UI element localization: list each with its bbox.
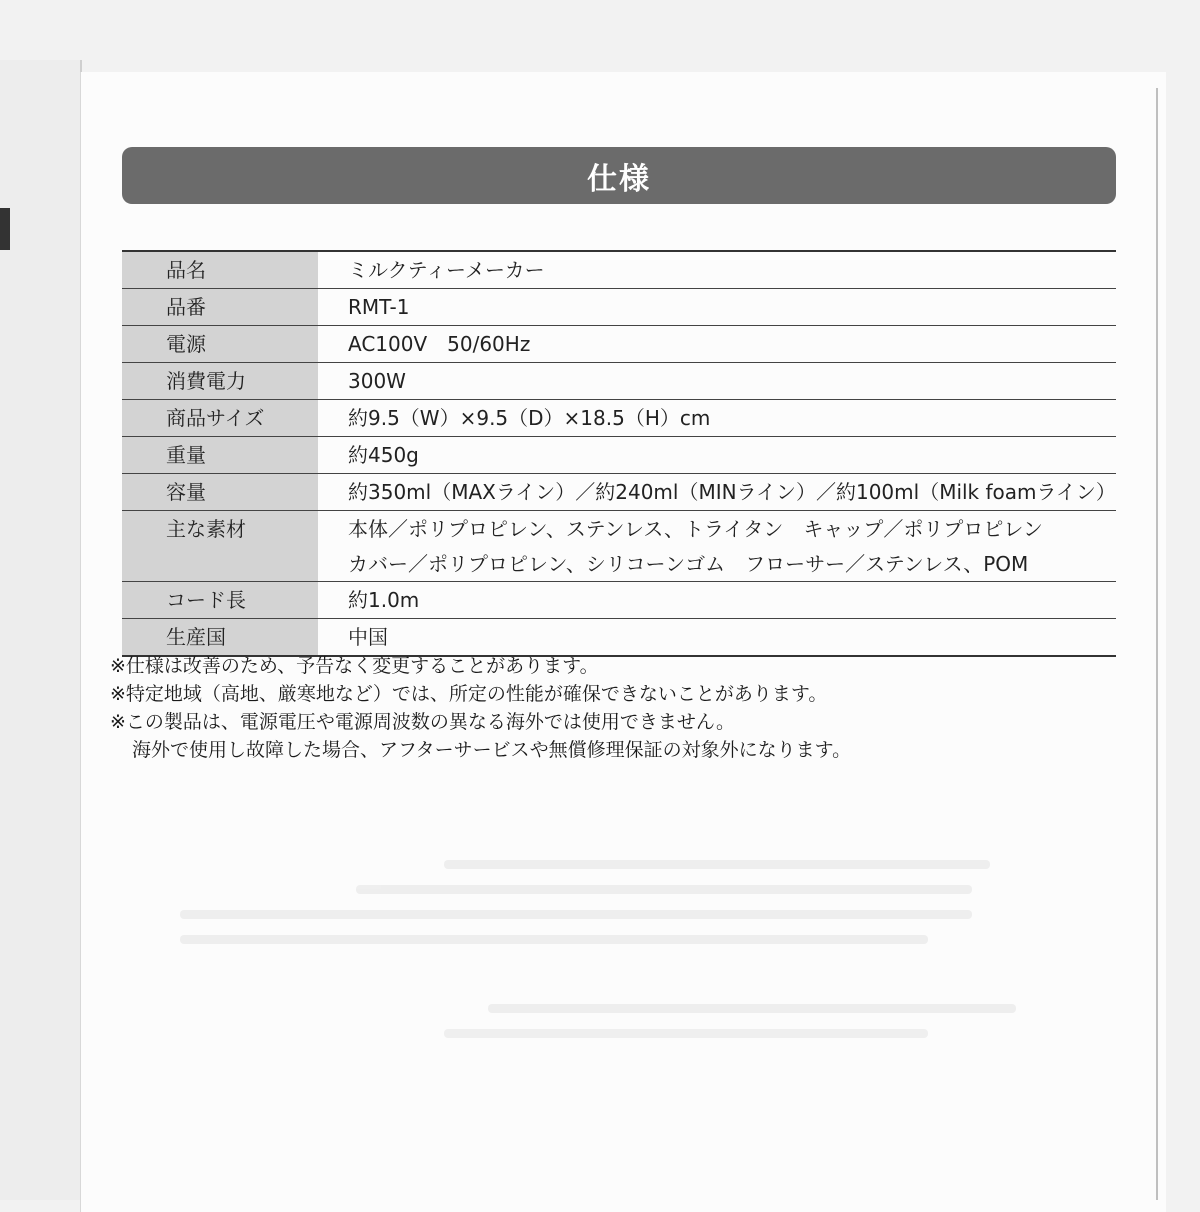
table-row (122, 289, 1116, 326)
show-through-text (180, 860, 1060, 1120)
row-label-cord-length: コード長 (122, 582, 318, 619)
row-value-materials (318, 511, 1116, 582)
value-line: 約9.5（W）×9.5（D）×18.5（H）cm (348, 406, 711, 430)
value-line: 中国 (348, 625, 388, 649)
row-label-power-source: 電源 (122, 326, 318, 363)
row-value-power-consumption (318, 363, 1116, 400)
page-edge-line (1156, 88, 1158, 1200)
row-value-product-name (318, 251, 1116, 289)
table-row (122, 474, 1116, 511)
value-line: 本体／ポリプロピレン、ステンレス、トライタン キャップ／ポリプロピレン (348, 517, 1043, 541)
value-line: カバー／ポリプロピレン、シリコーンゴム フローサー／ステンレス、POM (348, 552, 1029, 576)
table-row (122, 400, 1116, 437)
value-line: 約450g (348, 443, 419, 467)
value-line: AC100V 50/60Hz (348, 332, 531, 356)
value-line: 約350ml（MAXライン）／約240ml（MINライン）／約100ml（Milk foamライン） (348, 480, 1116, 504)
note-line: ※特定地域（高地、厳寒地など）では、所定の性能が確保できないことがあります。 (110, 683, 828, 705)
table-row (122, 326, 1116, 363)
row-label-power-consumption: 消費電力 (122, 363, 318, 400)
spec-table (122, 250, 1116, 657)
row-value-capacity (318, 474, 1116, 511)
table-row (122, 582, 1116, 619)
table-row (122, 619, 1116, 657)
table-row (122, 511, 1116, 582)
row-label-size: 商品サイズ (122, 400, 318, 437)
row-value-country (318, 619, 1116, 657)
row-label-country: 生産国 (122, 619, 318, 657)
row-value-cord-length (318, 582, 1116, 619)
row-label-model: 品番 (122, 289, 318, 326)
row-label-product-name: 品名 (122, 251, 318, 289)
row-value-power-source (318, 326, 1116, 363)
row-label-weight: 重量 (122, 437, 318, 474)
note-line: 海外で使用し故障した場合、アフターサービスや無償修理保証の対象外になります。 (132, 739, 852, 761)
table-row (122, 251, 1116, 289)
value-line: 300W (348, 369, 406, 393)
table-row (122, 437, 1116, 474)
value-line: 約1.0m (348, 588, 420, 612)
value-line: ミルクティーメーカー (348, 258, 545, 282)
row-label-materials: 主な素材 (122, 511, 318, 582)
previous-page-edge (0, 60, 82, 1200)
table-row (122, 363, 1116, 400)
row-label-capacity: 容量 (122, 474, 318, 511)
section-title-bar (122, 147, 1116, 204)
note-line: ※この製品は、電源電圧や電源周波数の異なる海外では使用できません。 (110, 711, 736, 733)
row-value-weight (318, 437, 1116, 474)
value-line: RMT-1 (348, 295, 410, 319)
row-value-model (318, 289, 1116, 326)
note-line: ※仕様は改善のため、予告なく変更することがあります。 (110, 655, 599, 677)
notes (110, 652, 1110, 764)
row-value-size (318, 400, 1116, 437)
section-title: 仕様 (587, 161, 651, 197)
page-tab-marker (0, 208, 10, 250)
